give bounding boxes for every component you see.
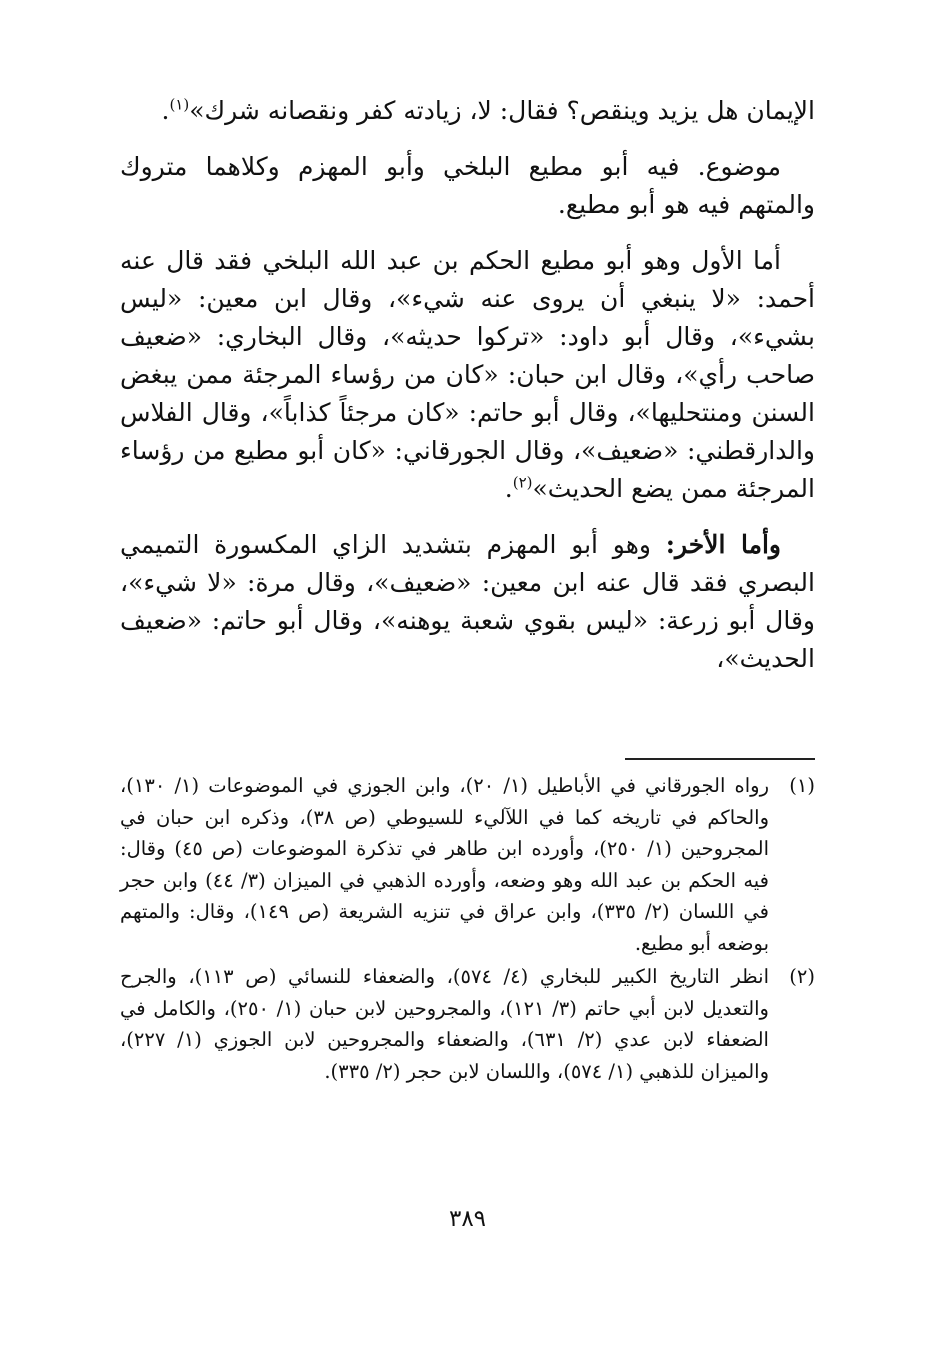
- footnote-1: [120, 770, 815, 959]
- paragraph-1: الإيمان هل يزيد وينقص؟ فقال: لا، زيادته كفر ونقصانه شرك»$^{(١)}$.: [161, 95, 815, 125]
- page-number: ٣٨٩: [448, 1206, 487, 1232]
- footnotes: [120, 770, 815, 1089]
- footnote-ref-2: (٢): [512, 473, 533, 492]
- paragraph-4: [120, 526, 815, 678]
- footnote-2-number: (٢): [789, 965, 815, 988]
- paragraph-3: أما الأول وهو أبو مطيع الحكم بن عبد الله البلخي فقد قال عنه أحمد: «لا ينبغي أن يروى عنه شيء»، وقال ابن معين: «ليس بشيء»، وقال أبو داود: «تركوا حديثه»، وقال البخاري: «ضعيف صاحب رأي»، وقال ابن حبان: «كان من رؤساء المرجئة ممن يبغض السنن ومنتحليها»، وقال أبو حاتم: «كان مرجئاً كذاباً»، وقال الفلاس والدارقطني: «ضعيف»، وقال الجورقاني: «كان أبو مطيع من رؤساء المرجئة ممن يضع الحديث»$^{(٢)}$.: [120, 246, 815, 503]
- main-text: [120, 92, 815, 696]
- footnote-2: [120, 961, 815, 1087]
- paragraph-3-text: أما الأول وهو أبو مطيع الحكم بن عبد الله البلخي فقد قال عنه أحمد: «لا ينبغي أن يروى عنه شيء»، وقال ابن معين: «ليس بشيء»، وقال أبو داود: «تركوا حديثه»، وقال البخاري: «ضعيف صاحب رأي»، وقال ابن حبان: «كان من رؤساء المرجئة ممن يبغض السنن ومنتحليها»، وقال أبو حاتم: «كان مرجئاً كذاباً»، وقال الفلاس والدارقطني: «ضعيف»، وقال الجورقاني: «كان أبو مطيع من رؤساء المرجئة ممن يضع الحديث»: [120, 246, 815, 503]
- footnote-1-number: (١): [789, 774, 815, 797]
- footnote-divider: [625, 758, 815, 760]
- footnote-1-text: رواه الجورقاني في الأباطيل (١/ ٢٠)، وابن الجوزي في الموضوعات (١/ ١٣٠)، والحاكم في تاريخه كما في اللآليء للسيوطي (ص ٣٨)، وذكره ابن حبان في المجروحين (١/ ٢٥٠)، وأورده ابن طاهر في تذكرة الموضوعات (ص ٤٥) وقال: فيه الحكم بن عبد الله وهو وضعه، وأورده الذهبي في الميزان (٣/ ٤٤) وابن حجر في اللسان (٢/ ٣٣٥)، وابن عراق في تنزيه الشريعة (ص ١٤٩)، وقال: والمتهم بوضعه أبو مطيع.: [120, 774, 770, 955]
- footnote-ref-1: (١): [169, 95, 190, 114]
- line-1-text: الإيمان هل يزيد وينقص؟ فقال: لا، زيادته كفر ونقصانه شرك»: [189, 96, 815, 125]
- footnote-2-text: انظر التاريخ الكبير للبخاري (٤/ ٥٧٤)، والضعفاء للنسائي (ص ١١٣)، والجرح والتعديل لابن أبي حاتم (٣/ ١٢١)، والمجروحين لابن حبان (١/ ٢٥٠)، والكامل في الضعفاء لابن عدي (٢/ ٦٣١)، والضعفاء والمجروحين لابن الجوزي (١/ ٢٢٧)، والميزان للذهبي (١/ ٥٧٤)، واللسان لابن حجر (٢/ ٣٣٥).: [120, 965, 769, 1083]
- paragraph-4-lead: وأما الأخر:: [665, 530, 781, 559]
- paragraph-2: موضوع. فيه أبو مطيع البلخي وأبو المهزم وكلاهما متروك والمتهم فيه هو أبو مطيع.: [120, 152, 815, 219]
- paragraph-4-text: وهو أبو المهزم بتشديد الزاي المكسورة التميمي البصري فقد قال عنه ابن معين: «ضعيف»، وقال مرة: «لا شيء»، وقال أبو زرعة: «ليس بقوي شعبة يوهنه»، وقال أبو حاتم: «ضعيف الحديث»،: [120, 530, 815, 673]
